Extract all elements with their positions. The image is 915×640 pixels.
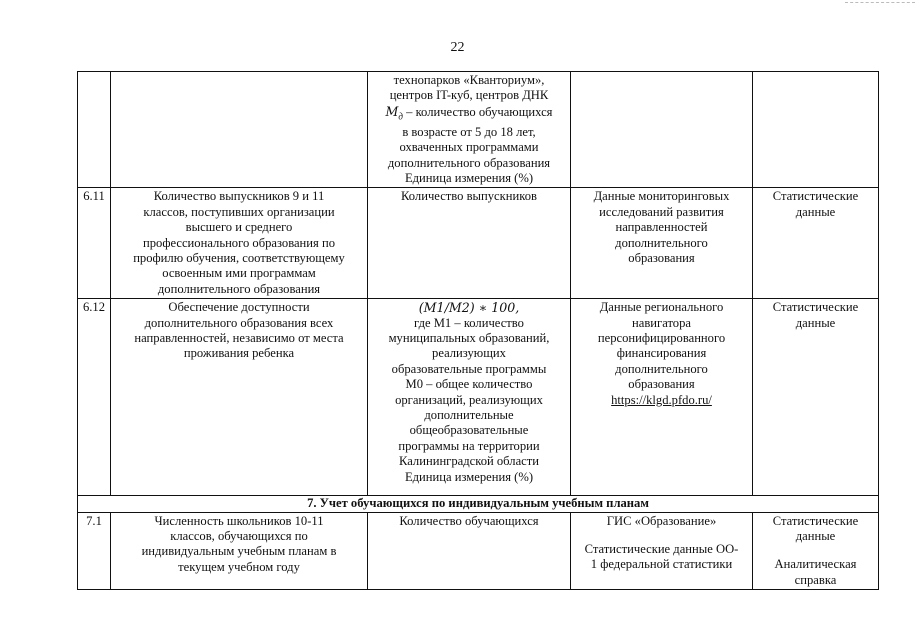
cell-indicator xyxy=(111,512,368,590)
cell-num: 6.12 xyxy=(78,299,111,496)
text-line: классов, поступивших организации xyxy=(143,204,335,219)
cell-num: 7.1 xyxy=(78,512,111,590)
cell-measure xyxy=(368,512,571,590)
text-line: текущем учебном году xyxy=(178,559,300,574)
formula-line: (M1/M2) ∗ 100, xyxy=(418,300,520,316)
text-line: программы на территории xyxy=(398,438,540,453)
text-line: направленностей xyxy=(615,220,708,235)
text-line: 1 федеральной статистики xyxy=(590,557,733,572)
cell-measure xyxy=(368,299,571,496)
text-line: муниципальных образований, xyxy=(388,331,550,346)
text-line: технопарков «Кванториум», xyxy=(393,73,545,87)
source-link[interactable]: https://klgd.pfdo.ru/ xyxy=(611,392,712,407)
text-line: профессионального образования по xyxy=(142,235,336,250)
spacer xyxy=(574,529,749,542)
text-line: данные xyxy=(795,315,836,330)
text-line: центров IT-куб, центров ДНК xyxy=(389,88,549,103)
cell-source xyxy=(571,512,753,590)
text-line: Статистические xyxy=(772,300,859,315)
text-line: образовательные программы xyxy=(391,361,547,376)
table-row-continued xyxy=(78,72,879,188)
text-line: справка xyxy=(794,572,837,587)
text-line: Статистические xyxy=(772,513,859,528)
text-line: дополнительного образования xyxy=(387,155,551,170)
text-line: данные xyxy=(795,204,836,219)
indicators-table xyxy=(77,71,879,590)
scan-edge-mark xyxy=(845,2,915,3)
spacer xyxy=(756,544,875,557)
section-heading-row xyxy=(78,496,879,512)
table-row xyxy=(78,512,879,590)
cell-source xyxy=(571,72,753,188)
text-line: Количество выпускников xyxy=(401,189,537,204)
text-line: M0 – общее количество xyxy=(405,377,533,392)
text-line: Количество обучающихся xyxy=(399,513,539,528)
text-line: дополнительного xyxy=(615,361,708,376)
text-line: Данные мониторинговых xyxy=(593,189,730,204)
text-line: образования xyxy=(628,377,695,392)
text-line: организаций, реализующих xyxy=(395,392,543,407)
text-line: Единица измерения (%) xyxy=(404,170,534,185)
text-line: Обеспечение доступности xyxy=(168,300,310,315)
text-line: дополнительного образования xyxy=(157,281,321,296)
table-row xyxy=(78,188,879,299)
text-line: Численность школьников 10-11 xyxy=(154,513,324,528)
text-line: финансирования xyxy=(616,346,707,361)
text-line: Единица измерения (%) xyxy=(404,469,534,484)
text-line: реализующих xyxy=(432,346,506,361)
text-line: Статистические xyxy=(772,189,859,204)
text-line: данные xyxy=(795,529,836,544)
text-line: классов, обучающихся по xyxy=(170,529,308,544)
text-line: навигатора xyxy=(632,315,691,330)
text-line: Калининградской области xyxy=(399,454,539,469)
cell-num: 6.11 xyxy=(78,188,111,299)
text-line: персонифицированного xyxy=(597,331,726,346)
text-line: направленностей, независимо от места xyxy=(134,331,344,346)
text-line: в возрасте от 5 до 18 лет, xyxy=(402,124,536,139)
cell-type xyxy=(753,72,879,188)
cell-type xyxy=(753,188,879,299)
text-line: где M1 – количество xyxy=(414,315,524,330)
text-line: индивидуальным учебным планам в xyxy=(141,544,337,559)
table-row xyxy=(78,299,879,496)
formula-line: $M_д$ – количество обучающихся xyxy=(385,103,553,122)
text-line: дополнительного образования всех xyxy=(144,315,334,330)
cell-indicator xyxy=(111,299,368,496)
text-line: проживания ребенка xyxy=(183,346,295,361)
text-line: исследований развития xyxy=(599,204,724,219)
text-line: Статистические данные ОО- xyxy=(584,542,739,557)
cell-indicator xyxy=(111,72,368,188)
text-line: Количество выпускников 9 и 11 xyxy=(153,189,325,204)
cell-source xyxy=(571,299,753,496)
text-line: дополнительного xyxy=(615,235,708,250)
cell-indicator xyxy=(111,188,368,299)
cell-measure xyxy=(368,188,571,299)
text-line: ГИС «Образование» xyxy=(606,513,717,528)
text-line: освоенным ими программам xyxy=(162,266,316,281)
cell-num xyxy=(78,72,111,188)
text-line: Данные регионального xyxy=(599,300,724,315)
text-line: высшего и среднего xyxy=(185,220,293,235)
page-number: 22 xyxy=(450,40,465,55)
section-title: 7. Учет обучающихся по индивидуальным учебным планам xyxy=(78,496,879,512)
text-line: Аналитическая xyxy=(774,557,857,572)
text-line: профилю обучения, соответствующему xyxy=(133,250,345,265)
cell-measure xyxy=(368,72,571,188)
text-line: общеобразовательные xyxy=(409,423,529,438)
cell-type xyxy=(753,512,879,590)
text-line: дополнительные xyxy=(424,408,514,423)
cell-source xyxy=(571,188,753,299)
text-line: образования xyxy=(628,250,695,265)
text-line: охваченных программами xyxy=(399,140,539,155)
cell-type xyxy=(753,299,879,496)
